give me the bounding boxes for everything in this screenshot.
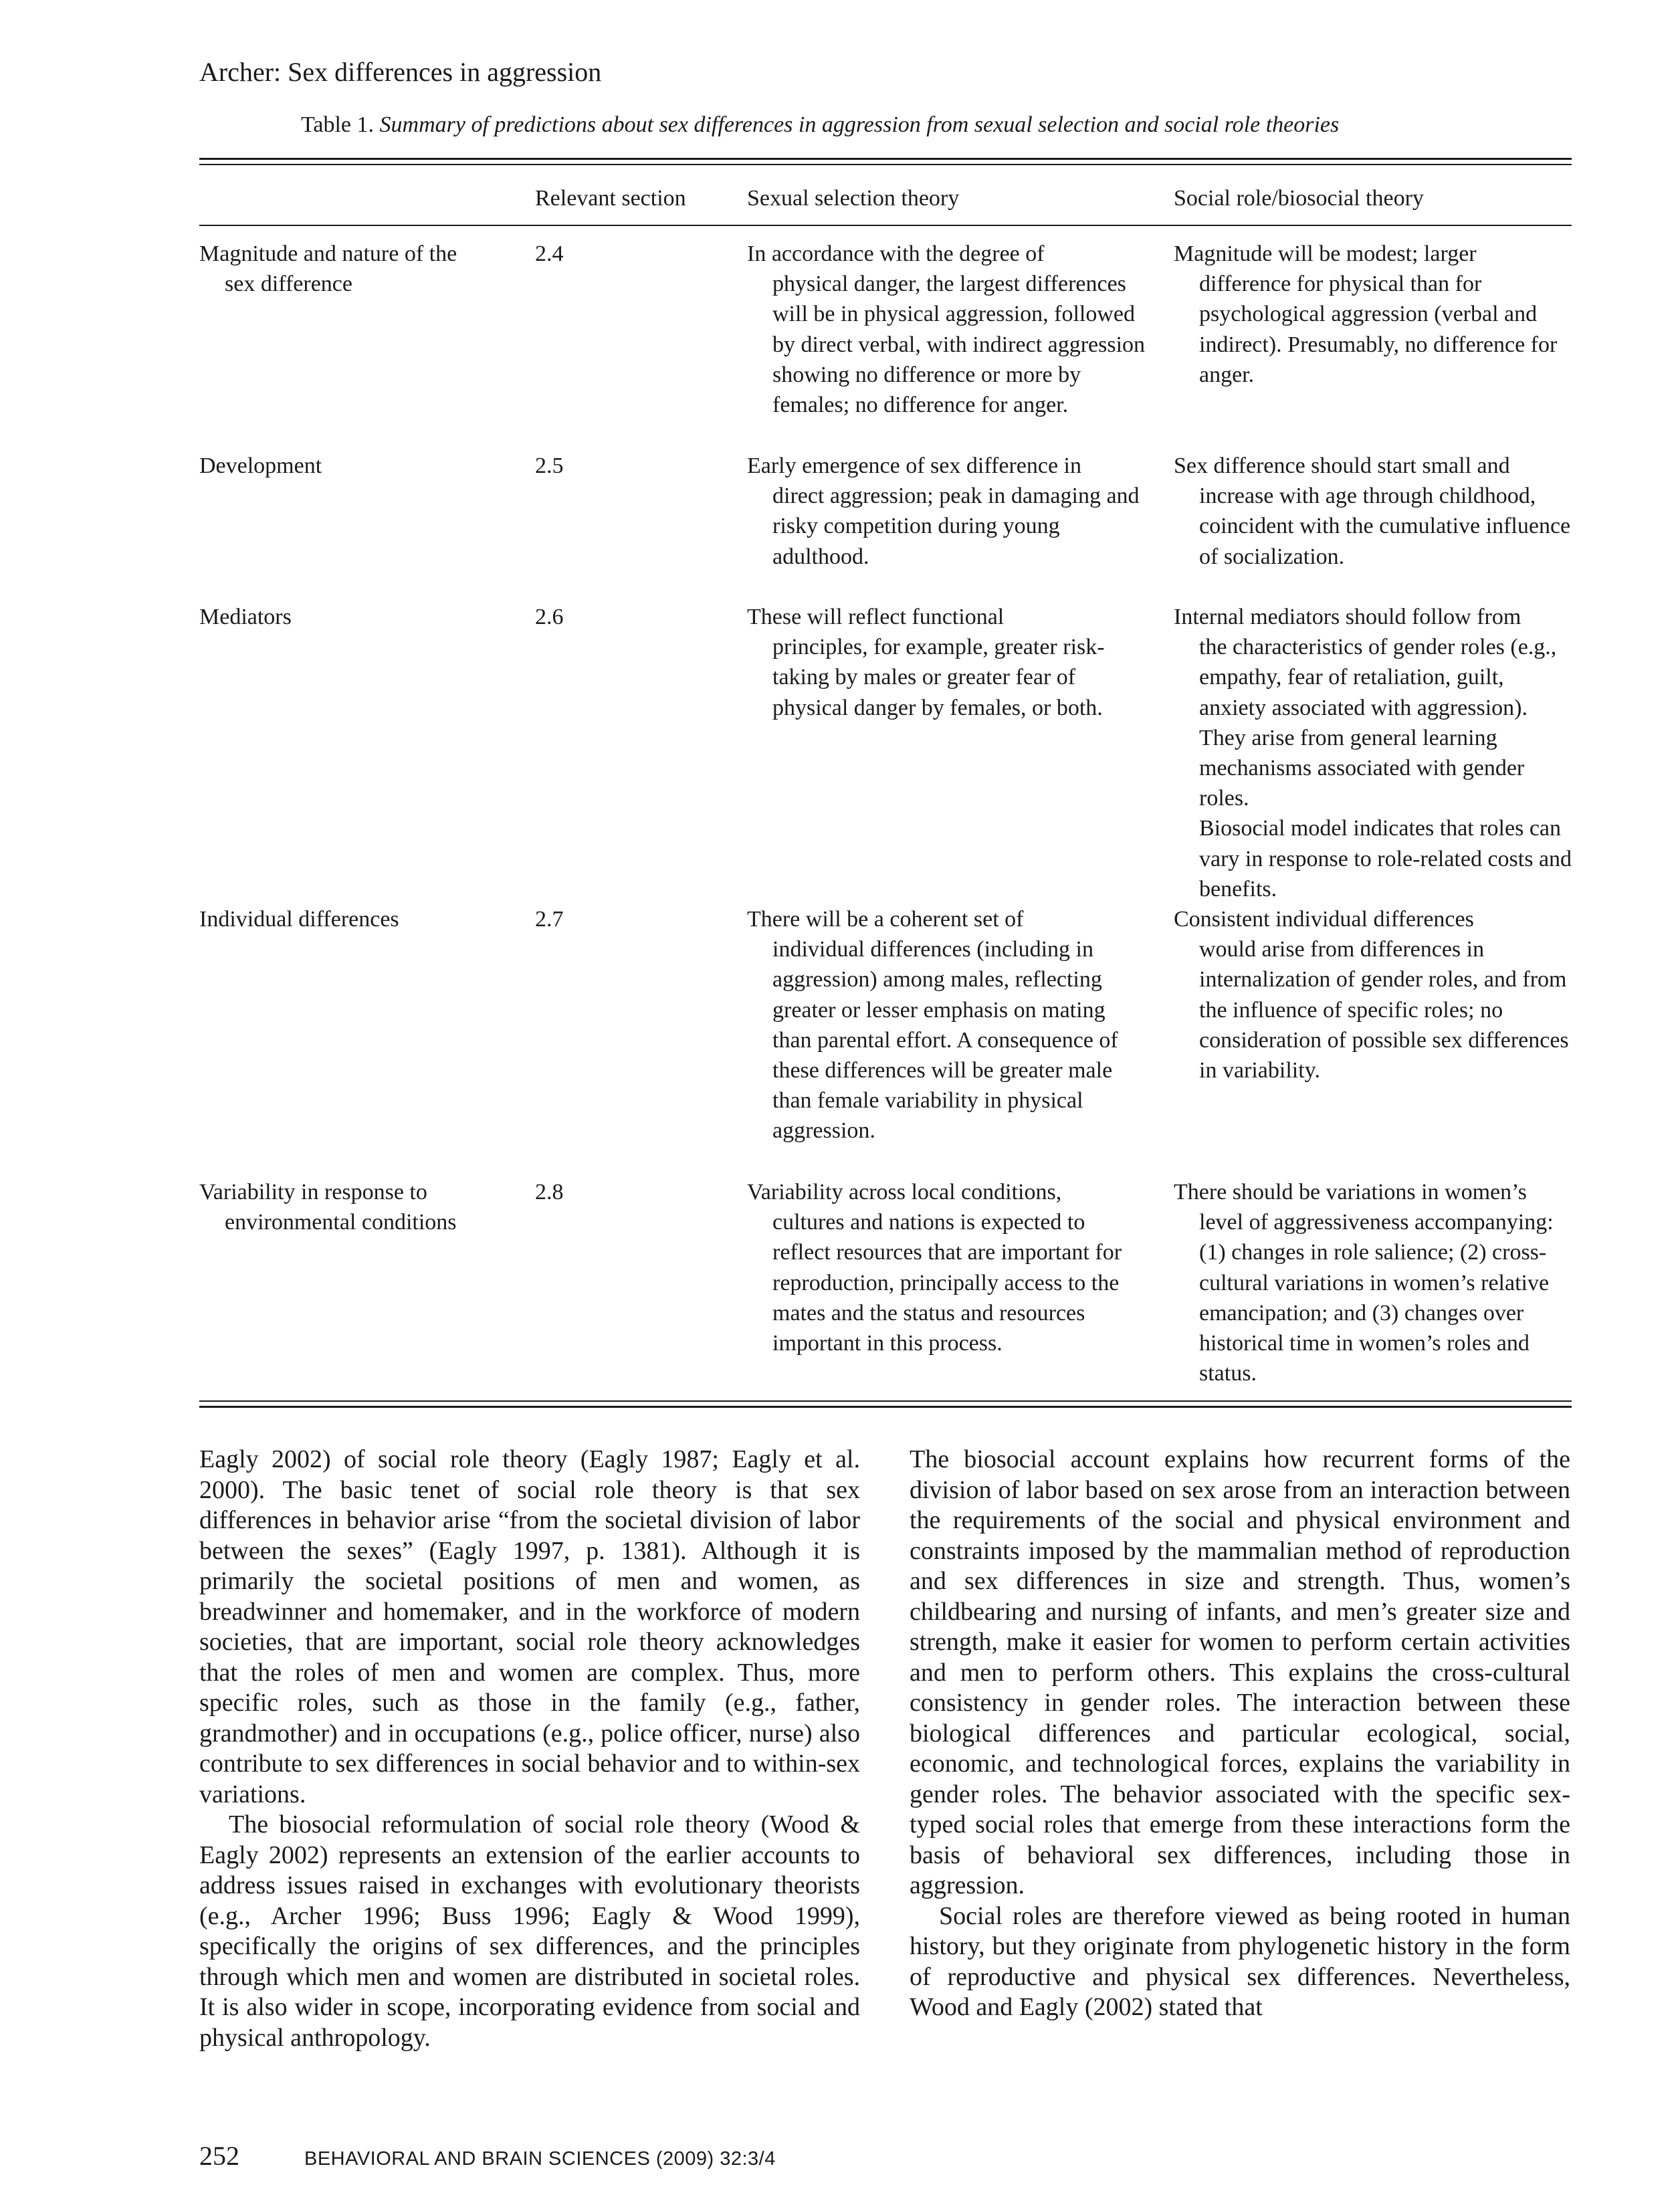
body-paragraph: The biosocial reformulation of social role theory (Wood & Eagly 2002) represents an extension of the earlier accounts to address issues raised in exchanges with evolutionary theorists (e.g., Archer 1996; Buss 1996; Eagly & Wood 1999), specifically the origins of sex differences, and the principles through which men and women are distributed in societal roles. It is also wider in scope, incorporating evidence from social and physical anthropology. xyxy=(199,1810,860,2052)
row-label-cont: environmental conditions xyxy=(225,1210,457,1235)
top-rule-2 xyxy=(199,164,1572,165)
body-paragraph: Social roles are therefore viewed as being rooted in human history, but they originate from phylogenetic history in the form of reproductive and physical sex differences. Nevertheless, Wood and Eagly (2002) stated that xyxy=(910,1901,1570,2021)
cell-first-line: There will be a coherent set of xyxy=(747,907,1024,932)
page-number: 252 xyxy=(199,2141,239,2171)
row-label-text: Variability in response to xyxy=(199,1180,427,1204)
row-label xyxy=(199,1177,457,1237)
table-caption xyxy=(301,112,1339,138)
cell-social-role xyxy=(1174,602,1575,904)
cell-first-line: Early emergence of sex difference in xyxy=(747,453,1081,478)
journal-footer: BEHAVIORAL AND BRAIN SCIENCES (2009) 32:3/4 xyxy=(304,2148,776,2170)
row-label xyxy=(199,239,457,299)
row-label-text: Individual differences xyxy=(199,907,399,932)
cell-rest: the characteristics of gender roles (e.g., empathy, fear of retaliation, guilt, anxiety associated with aggression). They arise from general learning mechanisms associated with gender roles. xyxy=(1199,635,1557,811)
col-header-section: Relevant section xyxy=(535,186,686,211)
body-column-left xyxy=(199,1445,860,2053)
cell-social-role xyxy=(1174,1177,1575,1388)
row-section: 2.4 xyxy=(535,241,564,266)
cell-rest: cultures and nations is expected to reflect resources that are important for reproduction, principally access to the mates and the status and resources important in this process. xyxy=(772,1210,1122,1356)
cell-sexual-selection xyxy=(747,904,1148,1146)
cell-rest: physical danger, the largest differences will be in physical aggression, followed by direct verbal, with indirect aggression showing no difference or more by females; no difference for anger. xyxy=(772,272,1146,418)
cell-first-line: These will reflect functional xyxy=(747,605,1005,629)
cell-rest: level of aggressiveness accompanying: (1) changes in role salience; (2) cross-cultural variations in women’s relative emancipation; and (3) changes over historical time in women’s roles and status. xyxy=(1199,1210,1554,1386)
cell-rest: increase with age through childhood, coincident with the cumulative influence of socialization. xyxy=(1199,484,1571,569)
cell-first-line: Variability across local conditions, xyxy=(747,1180,1062,1204)
cell-rest: difference for physical than for psychological aggression (verbal and indirect). Presumably, no difference for anger. xyxy=(1199,272,1558,387)
cell-first-line: Internal mediators should follow from xyxy=(1174,605,1521,629)
row-section: 2.7 xyxy=(535,907,564,932)
cell-sexual-selection xyxy=(747,602,1148,723)
table-caption-title: Summary of predictions about sex differences in aggression from sexual selection and social role theories xyxy=(379,112,1340,137)
cell-sexual-selection xyxy=(747,451,1148,572)
row-label-text: Magnitude and nature of the xyxy=(199,241,457,266)
bottom-rule-2 xyxy=(199,1406,1572,1408)
cell-extra: Biosocial model indicates that roles can vary in response to role-related costs and benefits. xyxy=(1199,816,1572,902)
cell-first-line: There should be variations in women’s xyxy=(1174,1180,1527,1204)
cell-first-line: In accordance with the degree of xyxy=(747,241,1045,266)
row-section: 2.8 xyxy=(535,1180,564,1204)
cell-rest: would arise from differences in internalization of gender roles, and from the influence of specific roles; no consideration of possible sex differences in variability. xyxy=(1199,937,1569,1083)
col-header-sexual-selection: Sexual selection theory xyxy=(747,186,960,211)
cell-first-line: Magnitude will be modest; larger xyxy=(1174,241,1477,266)
table-caption-label: Table 1. xyxy=(301,112,375,137)
cell-rest: individual differences (including in aggression) among males, reflecting greater or lesser emphasis on mating than parental effort. A consequence of these differences will be greater male than female variability in physical aggression. xyxy=(772,937,1118,1144)
row-section: 2.6 xyxy=(535,605,564,629)
body-paragraph: Eagly 2002) of social role theory (Eagly 1987; Eagly et al. 2000). The basic tenet of social role theory is that sex differences in behavior arise “from the societal division of labor between the sexes” (Eagly 1997, p. 1381). Although it is primarily the societal positions of men and women, as breadwinner and homemaker, and in the workforce of modern societies, that are important, social role theory acknowledges that the roles of men and women are complex. Thus, more specific roles, such as those in the family (e.g., father, grandmother) and in occupations (e.g., police officer, nurse) also contribute to sex differences in social behavior and to within-sex variations. xyxy=(199,1445,860,1808)
row-section: 2.5 xyxy=(535,453,564,478)
cell-social-role xyxy=(1174,239,1575,390)
cell-rest: principles, for example, greater risk-taking by males or greater fear of physical danger by females, or both. xyxy=(772,635,1105,720)
col-header-social-role: Social role/biosocial theory xyxy=(1174,186,1424,211)
cell-first-line: Consistent individual differences xyxy=(1174,907,1474,932)
cell-social-role xyxy=(1174,451,1575,572)
body-column-right xyxy=(910,1445,1570,2023)
top-rule-1 xyxy=(199,158,1572,160)
running-head: Archer: Sex differences in aggression xyxy=(199,57,602,87)
cell-sexual-selection xyxy=(747,239,1148,420)
header-rule xyxy=(199,225,1572,226)
bottom-rule-1 xyxy=(199,1400,1572,1402)
row-label xyxy=(199,904,399,934)
row-label xyxy=(199,451,322,481)
row-label-text: Development xyxy=(199,453,322,478)
cell-social-role xyxy=(1174,904,1575,1085)
row-label-text: Mediators xyxy=(199,605,292,629)
row-label xyxy=(199,602,292,632)
body-paragraph: The biosocial account explains how recurrent forms of the division of labor based on sex arose from an interaction between the requirements of the social and physical environment and constraints imposed by the mammalian method of reproduction and sex differences in size and strength. Thus, women’s childbearing and nursing of infants, and men’s greater size and strength, make it easier for women to perform certain activities and men to perform others. This explains the cross-cultural consistency in gender roles. The interaction between these biological differences and particular ecological, social, economic, and technological forces, explains the variability in gender roles. The behavior associated with the specific sex-typed social roles that emerge from these interactions form the basis of behavioral sex differences, including those in aggression. xyxy=(910,1445,1570,1899)
cell-first-line: Sex difference should start small and xyxy=(1174,453,1510,478)
cell-rest: direct aggression; peak in damaging and risky competition during young adulthood. xyxy=(772,484,1140,569)
row-label-cont: sex difference xyxy=(225,272,352,296)
cell-sexual-selection xyxy=(747,1177,1148,1358)
